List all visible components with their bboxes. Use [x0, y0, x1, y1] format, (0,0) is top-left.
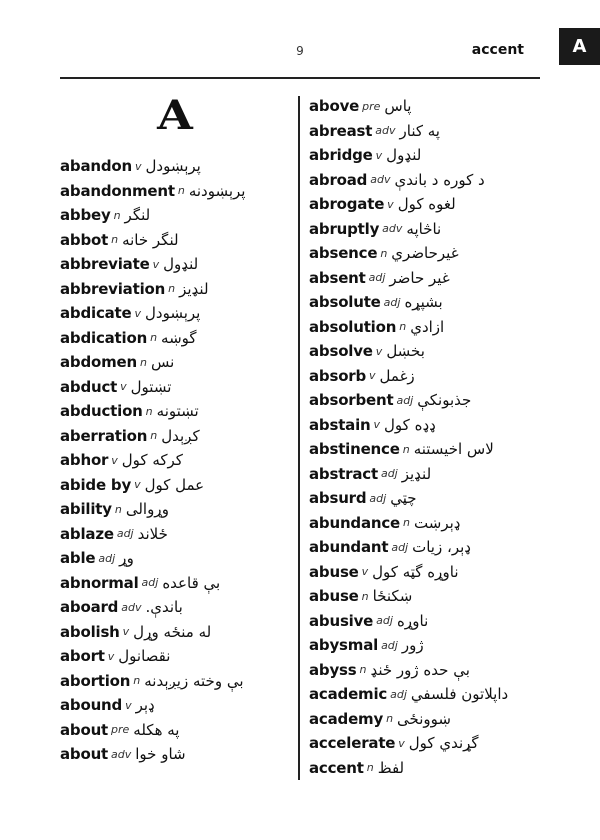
entry-headword: abide by — [60, 475, 132, 494]
entry-headword: abort — [60, 647, 105, 666]
entry-translation: گوښه — [161, 328, 197, 347]
dictionary-entry — [309, 143, 545, 168]
entry-translation: ژور — [401, 636, 424, 655]
dictionary-entry — [309, 633, 545, 658]
entry-translation: باندې. — [145, 598, 183, 617]
dictionary-entry — [60, 350, 296, 375]
entry-headword: abdication — [60, 328, 148, 347]
dictionary-entry — [60, 277, 296, 302]
entry-headword: above — [309, 97, 360, 116]
dictionary-entry — [309, 756, 545, 781]
entry-part-of-speech: v — [122, 625, 130, 639]
entry-part-of-speech: adj — [390, 687, 407, 701]
entry-headword: abhor — [60, 451, 109, 470]
entry-translation: لنډيز — [401, 464, 432, 483]
left-column — [60, 154, 296, 767]
entry-headword: abundant — [309, 538, 389, 557]
dictionary-entry — [60, 252, 296, 277]
entry-translation: ډډه کول — [384, 415, 436, 434]
entry-translation: وړوالی — [125, 500, 170, 519]
entry-part-of-speech: v — [375, 148, 383, 162]
entry-translation: شاو خوا — [135, 745, 186, 764]
entry-headword: abolish — [60, 622, 120, 641]
entry-translation: بې قاعده — [162, 573, 221, 592]
entry-headword: abundance — [309, 513, 401, 532]
dictionary-entry — [60, 228, 296, 253]
entry-headword: absurd — [309, 489, 367, 508]
dictionary-entry — [309, 437, 545, 462]
dictionary-entry — [60, 301, 296, 326]
entry-headword: abbreviate — [60, 255, 150, 274]
entry-translation: غيرحاضري — [391, 244, 459, 263]
dictionary-entry — [309, 486, 545, 511]
entry-translation: غير حاضر — [389, 268, 450, 287]
entry-translation: عمل کول — [144, 475, 205, 494]
entry-translation: کرکه کول — [121, 451, 183, 470]
entry-headword: abysmal — [309, 636, 379, 655]
entry-headword: abound — [60, 696, 123, 715]
entry-headword: absolute — [309, 293, 381, 312]
entry-translation: بې حده ژور ځنډ — [370, 660, 470, 679]
entry-translation: نس — [150, 353, 175, 372]
entry-translation: چټي — [390, 489, 417, 508]
dictionary-entry — [309, 731, 545, 756]
entry-part-of-speech: n — [359, 663, 367, 677]
running-head: accent — [471, 42, 524, 58]
entry-translation: داپلاتون فلسفي — [410, 685, 509, 704]
dictionary-entry — [60, 522, 296, 547]
entry-part-of-speech: n — [380, 246, 388, 260]
dictionary-entry — [60, 595, 296, 620]
entry-headword: absolve — [309, 342, 373, 361]
entry-headword: abbot — [60, 230, 109, 249]
dictionary-entry — [309, 584, 545, 609]
entry-part-of-speech: n — [177, 184, 185, 198]
entry-headword: abbey — [60, 206, 111, 225]
entry-part-of-speech: n — [139, 355, 147, 369]
entry-headword: abandonment — [60, 181, 175, 200]
dictionary-entry — [60, 644, 296, 669]
entry-part-of-speech: v — [120, 380, 127, 394]
entry-headword: abuse — [309, 562, 359, 581]
entry-part-of-speech: pre — [362, 99, 381, 113]
column-divider — [298, 96, 300, 780]
entry-part-of-speech: adj — [141, 576, 159, 590]
dictionary-entry — [309, 241, 545, 266]
entry-part-of-speech: v — [107, 649, 115, 663]
dictionary-entry — [60, 448, 296, 473]
entry-part-of-speech: v — [134, 478, 141, 492]
dictionary-entry — [60, 203, 296, 228]
entry-headword: absorbent — [309, 391, 394, 410]
entry-headword: aberration — [60, 426, 148, 445]
entry-part-of-speech: v — [387, 197, 394, 211]
entry-translation: لفظ — [377, 758, 405, 777]
entry-part-of-speech: n — [402, 442, 410, 456]
entry-translation: بې وخته زيږېدنه — [144, 671, 244, 690]
entry-translation: تښتونه — [156, 402, 199, 421]
entry-part-of-speech: v — [111, 453, 118, 467]
entry-translation: بشپړه — [404, 293, 443, 312]
entry-part-of-speech: n — [168, 282, 176, 296]
entry-part-of-speech: adj — [116, 527, 134, 541]
entry-translation: پاس — [384, 97, 412, 116]
entry-headword: about — [60, 720, 109, 739]
entry-part-of-speech: v — [134, 306, 142, 320]
entry-headword: ablaze — [60, 524, 114, 543]
header-rule — [60, 77, 540, 79]
entry-headword: abstract — [309, 464, 378, 483]
dictionary-entry — [60, 742, 296, 767]
entry-headword: abyss — [309, 660, 357, 679]
entry-translation: جذبونکې — [417, 391, 472, 410]
dictionary-entry — [60, 424, 296, 449]
entry-part-of-speech: n — [111, 233, 119, 247]
entry-headword: abusive — [309, 611, 374, 630]
dictionary-entry — [309, 94, 545, 119]
entry-part-of-speech: v — [375, 344, 383, 358]
entry-headword: abnormal — [60, 573, 139, 592]
entry-part-of-speech: n — [366, 761, 374, 775]
entry-part-of-speech: n — [133, 674, 141, 688]
entry-translation: له منځه وړل — [133, 622, 212, 641]
section-letter: A — [157, 92, 193, 139]
entry-headword: abortion — [60, 671, 131, 690]
dictionary-entry — [60, 154, 296, 179]
dictionary-entry — [60, 571, 296, 596]
entry-translation: په کنار — [399, 121, 440, 140]
dictionary-entry — [309, 119, 545, 144]
entry-part-of-speech: adj — [383, 295, 401, 309]
dictionary-entry — [309, 609, 545, 634]
entry-translation: لغوه کول — [397, 195, 456, 214]
entry-part-of-speech: n — [114, 502, 122, 516]
entry-translation: ناڅاپه — [406, 219, 442, 238]
dictionary-entry — [60, 669, 296, 694]
dictionary-entry — [60, 620, 296, 645]
entry-headword: about — [60, 745, 109, 764]
entry-translation: کږېدل — [161, 426, 200, 445]
entry-translation: لاس اخيستنه — [413, 440, 494, 459]
entry-headword: absorb — [309, 366, 367, 385]
dictionary-entry — [309, 192, 545, 217]
dictionary-entry — [309, 217, 545, 242]
entry-translation: ځلاند — [137, 524, 168, 543]
entry-part-of-speech: adv — [382, 222, 403, 236]
entry-part-of-speech: adj — [369, 491, 387, 505]
dictionary-entry — [309, 266, 545, 291]
entry-part-of-speech: n — [386, 712, 394, 726]
dictionary-entry — [309, 413, 545, 438]
entry-headword: academic — [309, 685, 388, 704]
dictionary-entry — [309, 388, 545, 413]
entry-headword: abreast — [309, 121, 373, 140]
entry-part-of-speech: pre — [111, 723, 130, 737]
entry-translation: ښکنځا — [372, 587, 413, 606]
dictionary-entry — [309, 315, 545, 340]
right-column — [309, 94, 545, 780]
dictionary-entry — [309, 290, 545, 315]
entry-translation: ډېر، زيات — [412, 538, 471, 557]
entry-translation: ډېر — [135, 696, 155, 715]
entry-headword: abrogate — [309, 195, 385, 214]
entry-part-of-speech: adv — [121, 600, 142, 614]
entry-headword: abridge — [309, 146, 373, 165]
entry-part-of-speech: adj — [396, 393, 414, 407]
dictionary-entry — [60, 546, 296, 571]
entry-translation: تښتول — [130, 377, 172, 396]
entry-part-of-speech: v — [152, 257, 160, 271]
entry-translation: بخښل — [386, 342, 425, 361]
entry-translation: وړ — [119, 549, 134, 568]
dictionary-entry — [309, 682, 545, 707]
entry-part-of-speech: v — [134, 159, 142, 173]
dictionary-entry — [60, 179, 296, 204]
entry-part-of-speech: adv — [370, 173, 391, 187]
entry-translation: لنډول — [163, 255, 199, 274]
dictionary-entry — [60, 718, 296, 743]
entry-translation: نقصانول — [118, 647, 171, 666]
entry-headword: abduction — [60, 402, 143, 421]
entry-translation: زغمل — [379, 366, 415, 385]
entry-part-of-speech: v — [369, 369, 376, 383]
dictionary-entry — [60, 326, 296, 351]
entry-headword: ability — [60, 500, 112, 519]
entry-headword: absence — [309, 244, 378, 263]
entry-headword: abduct — [60, 377, 118, 396]
entry-translation: د کوره د باندې — [394, 170, 485, 189]
entry-part-of-speech: n — [150, 429, 158, 443]
entry-translation: پرېښودنه — [188, 181, 246, 200]
entry-part-of-speech: n — [403, 516, 411, 530]
entry-headword: abandon — [60, 157, 132, 176]
entry-translation: ناوړه — [396, 611, 429, 630]
entry-part-of-speech: n — [145, 404, 153, 418]
entry-part-of-speech: n — [150, 331, 158, 345]
entry-part-of-speech: n — [113, 208, 121, 222]
entry-headword: abroad — [309, 170, 368, 189]
thumb-tab: A — [559, 28, 600, 65]
dictionary-entry — [309, 560, 545, 585]
entry-part-of-speech: adj — [380, 467, 398, 481]
entry-part-of-speech: v — [373, 418, 381, 432]
entry-headword: abbreviation — [60, 279, 166, 298]
entry-translation: ډېرښت — [414, 513, 461, 532]
entry-part-of-speech: n — [399, 320, 407, 334]
entry-headword: aboard — [60, 598, 119, 617]
entry-part-of-speech: n — [361, 589, 369, 603]
entry-translation: لنډول — [386, 146, 422, 165]
dictionary-entry — [60, 375, 296, 400]
dictionary-entry — [309, 658, 545, 683]
entry-headword: absolution — [309, 317, 397, 336]
entry-translation: پرېښودل — [145, 157, 201, 176]
entry-headword: academy — [309, 709, 384, 728]
dictionary-entry — [60, 399, 296, 424]
dictionary-entry — [309, 535, 545, 560]
entry-headword: absent — [309, 268, 366, 287]
entry-translation: پرېښودل — [145, 304, 201, 323]
entry-part-of-speech: adj — [381, 638, 398, 652]
entry-headword: abdicate — [60, 304, 132, 323]
entry-part-of-speech: adj — [376, 614, 393, 628]
entry-headword: able — [60, 549, 96, 568]
entry-part-of-speech: adj — [368, 271, 386, 285]
entry-part-of-speech: v — [398, 736, 405, 750]
dictionary-entry — [309, 168, 545, 193]
dictionary-entry — [60, 497, 296, 522]
dictionary-entry — [309, 364, 545, 389]
entry-headword: abuse — [309, 587, 359, 606]
page-number: 9 — [296, 44, 304, 58]
entry-translation: ازادي — [410, 317, 445, 336]
dictionary-entry — [309, 339, 545, 364]
entry-translation: لنگر — [124, 206, 151, 225]
entry-translation: په هکله — [133, 720, 180, 739]
entry-part-of-speech: v — [361, 565, 369, 579]
entry-headword: abstain — [309, 415, 371, 434]
dictionary-entry — [60, 693, 296, 718]
entry-headword: abruptly — [309, 219, 380, 238]
entry-translation: گړندي كول — [408, 734, 479, 753]
dictionary-entry — [309, 462, 545, 487]
entry-headword: abstinence — [309, 440, 400, 459]
entry-part-of-speech: adj — [391, 540, 409, 554]
entry-headword: accent — [309, 758, 364, 777]
entry-translation: ناوړه گټه کول — [372, 562, 459, 581]
entry-translation: لنډيز — [179, 279, 209, 298]
entry-part-of-speech: adj — [98, 551, 116, 565]
entry-headword: abdomen — [60, 353, 137, 372]
entry-part-of-speech: adv — [375, 124, 396, 138]
dictionary-entry — [309, 707, 545, 732]
dictionary-entry — [309, 511, 545, 536]
entry-translation: ښوونځى — [397, 709, 451, 728]
entry-translation: لنگر خانه — [122, 230, 179, 249]
entry-headword: accelerate — [309, 734, 396, 753]
entry-part-of-speech: adv — [111, 747, 132, 761]
dictionary-entry — [60, 473, 296, 498]
entry-part-of-speech: v — [125, 698, 132, 712]
